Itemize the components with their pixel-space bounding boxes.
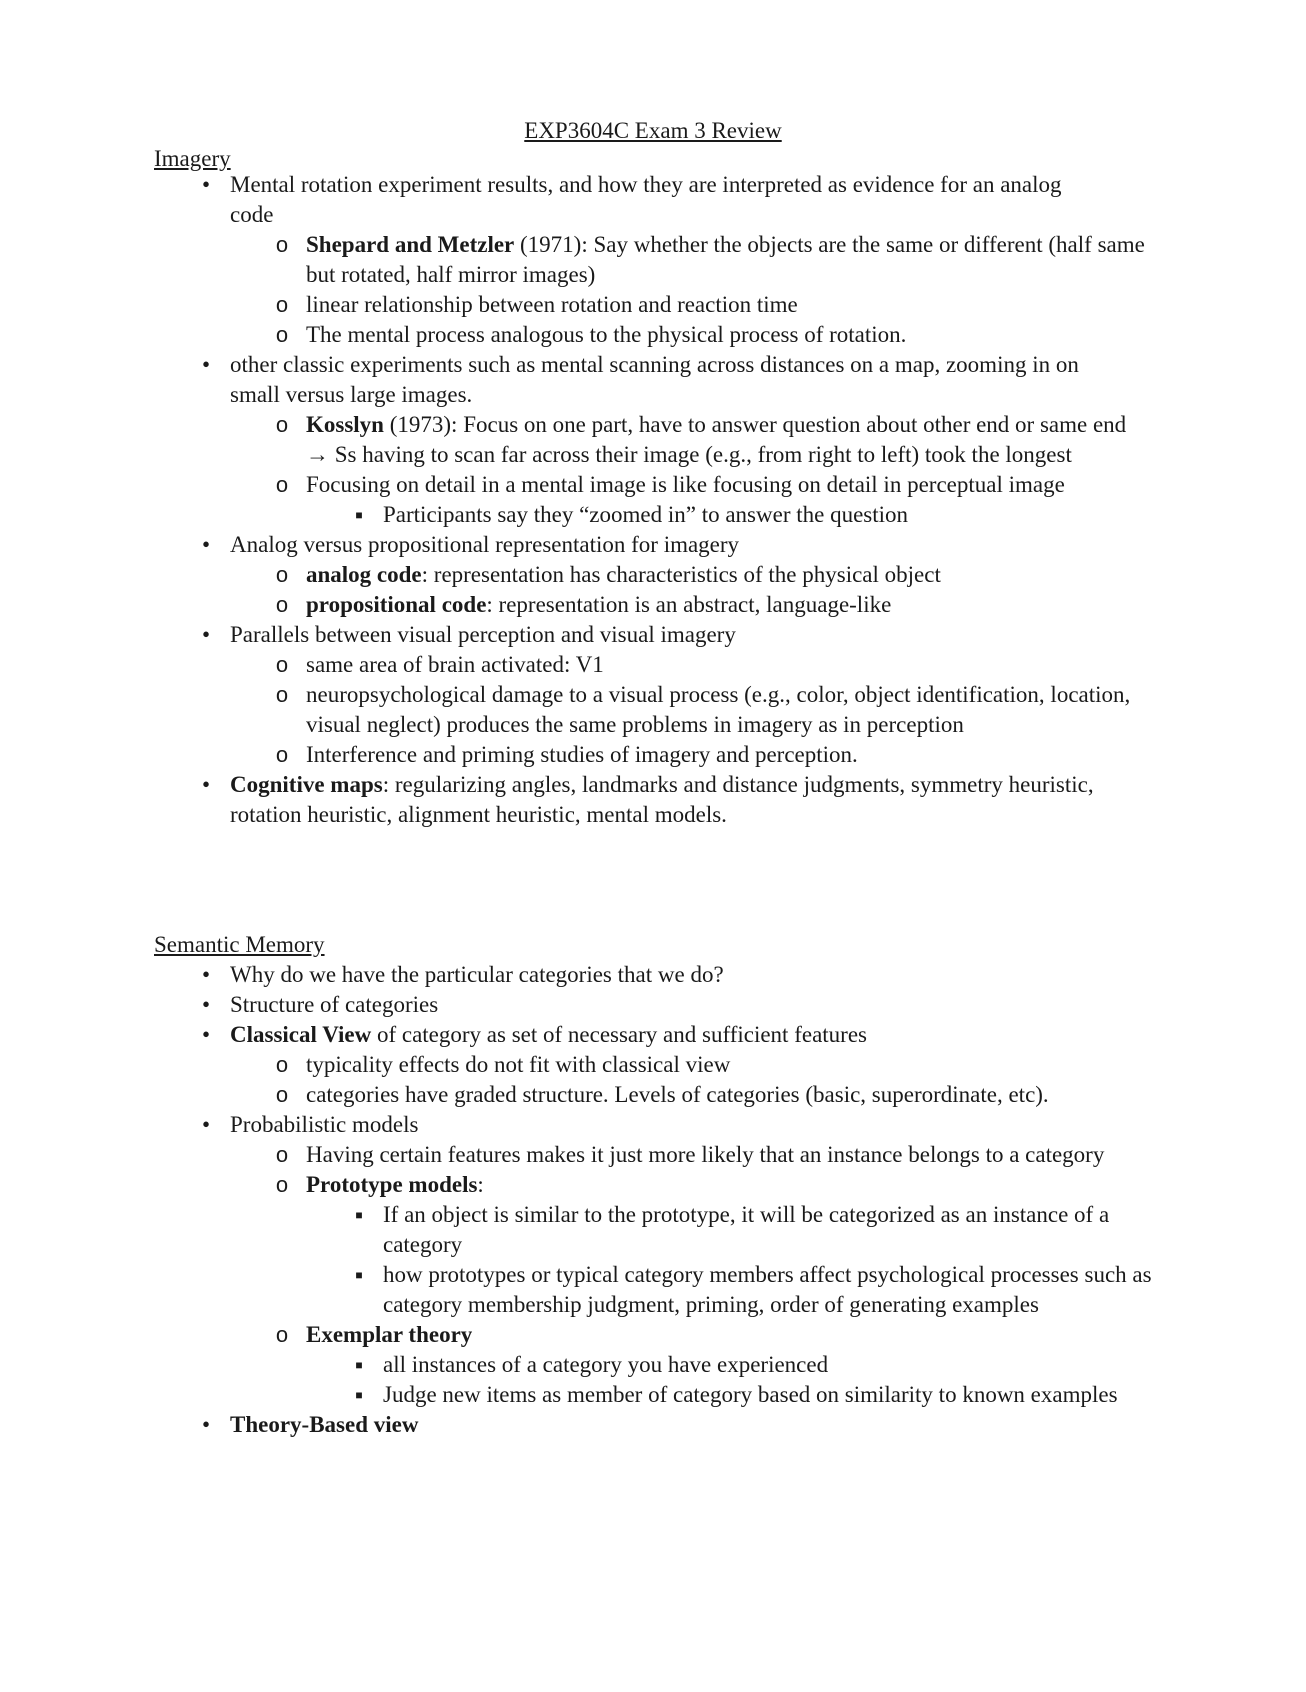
list-item: [201, 1410, 1150, 1440]
term-description: (1973): Focus on one part, have to answer question about other end or same end → Ss having to scan far across their image (e.g., from right to left) took the longest: [306, 412, 1127, 467]
bullet-circle: o: [275, 1052, 289, 1077]
list-item: [275, 470, 1150, 530]
bold-term: Shepard and Metzler: [306, 232, 515, 257]
list-item: [275, 740, 1150, 770]
bullet-square: ■: [355, 508, 363, 522]
bullet-circle: o: [275, 1142, 289, 1167]
sub-sub-list: [355, 1350, 1150, 1410]
term-description: (1971): Say whether the objects are the same or different (half same but rotated, half mirror images): [306, 232, 1145, 287]
bullet-dot: •: [201, 962, 211, 987]
list-item: [275, 1050, 1150, 1080]
bullet-dot: •: [201, 1022, 211, 1047]
list-item: [355, 1350, 1150, 1380]
list-item: [355, 1200, 1150, 1260]
page-title: EXP3604C Exam 3 Review: [524, 118, 782, 143]
list-item-text: typicality effects do not fit with classical view: [306, 1052, 731, 1077]
sub-list: [275, 560, 1150, 620]
list-item-text: other classic experiments such as mental scanning across distances on a map, zooming in on small versus large images.: [230, 352, 1079, 407]
sub-list: [275, 1050, 1150, 1110]
list-item: [201, 990, 1150, 1020]
list-item: [201, 1110, 1152, 1410]
bullet-dot: •: [201, 992, 211, 1017]
list-item-text: [306, 1320, 1151, 1350]
bullet-dot: •: [201, 622, 211, 647]
list-item-text: [306, 1170, 1151, 1200]
sub-sub-list: [355, 500, 1150, 530]
term-description: : regularizing angles, landmarks and distance judgments, symmetry heuristic, rotation heuristic, alignment heuristic, mental models.: [230, 772, 1094, 827]
bullet-circle: o: [275, 292, 289, 317]
list-item: [275, 410, 1150, 470]
bullet-circle: o: [275, 592, 289, 617]
bold-term: propositional code: [306, 592, 487, 617]
bullet-circle: o: [275, 742, 289, 767]
sub-sub-list: [355, 1200, 1152, 1320]
bullet-circle: o: [275, 322, 289, 347]
semantic-memory-list: [201, 960, 1152, 1440]
list-item-text: Structure of categories: [230, 992, 439, 1017]
list-item-text: categories have graded structure. Levels of categories (basic, superordinate, etc).: [306, 1082, 1049, 1107]
list-item: [275, 1080, 1150, 1110]
bullet-dot: •: [201, 532, 211, 557]
list-item-text: Mental rotation experiment results, and how they are interpreted as evidence for an analog code: [230, 172, 1062, 227]
list-item-text: Why do we have the particular categories that we do?: [230, 962, 724, 987]
bullet-circle: o: [275, 1082, 289, 1107]
sub-list: [275, 1140, 1152, 1410]
bold-term: Theory-Based view: [230, 1412, 419, 1437]
section-heading-imagery: Imagery: [154, 146, 231, 171]
list-item-text: [230, 1410, 1110, 1440]
list-item: [201, 170, 1150, 350]
list-item: [275, 560, 1150, 590]
list-item-text: [306, 230, 1151, 290]
list-item: [201, 960, 1150, 990]
list-item-text: Analog versus propositional representation for imagery: [230, 532, 740, 557]
bullet-circle: o: [275, 1172, 289, 1197]
sub-list: [275, 230, 1150, 350]
bullet-circle: o: [275, 472, 289, 497]
list-item-text: The mental process analogous to the physical process of rotation.: [306, 322, 907, 347]
list-item: [275, 1170, 1152, 1320]
list-item: [201, 530, 1150, 620]
list-item-text: neuropsychological damage to a visual process (e.g., color, object identification, location, visual neglect) produces the same problems in imagery as in perception: [306, 682, 1131, 737]
list-item-text: Interference and priming studies of imagery and perception.: [306, 742, 858, 767]
list-item: [275, 230, 1150, 290]
list-item-text: [230, 770, 1110, 830]
bullet-circle: o: [275, 682, 289, 707]
list-item: [275, 1140, 1150, 1170]
bullet-circle: o: [275, 562, 289, 587]
list-item-text: Judge new items as member of category based on similarity to known examples: [383, 1382, 1118, 1407]
list-item: [275, 680, 1150, 740]
list-item: [201, 620, 1150, 770]
list-item-text: same area of brain activated: V1: [306, 652, 604, 677]
term-description: of category as set of necessary and sufficient features: [371, 1022, 867, 1047]
list-item-text: [306, 560, 1151, 590]
bold-term: analog code: [306, 562, 422, 587]
bullet-circle: o: [275, 652, 289, 677]
list-item-text: Parallels between visual perception and visual imagery: [230, 622, 736, 647]
sub-list: [275, 410, 1150, 530]
bullet-circle: o: [275, 232, 289, 257]
bullet-square: ■: [355, 1208, 363, 1222]
list-item: [355, 1260, 1152, 1320]
term-description: :: [477, 1172, 484, 1197]
list-item: [201, 350, 1150, 530]
list-item: [275, 1320, 1150, 1410]
bullet-square: ■: [355, 1268, 363, 1282]
bullet-dot: •: [201, 172, 211, 197]
list-item-text: linear relationship between rotation and reaction time: [306, 292, 798, 317]
list-item: [201, 1020, 1150, 1110]
bold-term: Kosslyn: [306, 412, 384, 437]
bullet-dot: •: [201, 772, 211, 797]
list-item-text: If an object is similar to the prototype, it will be categorized as an instance of a category: [383, 1202, 1110, 1257]
list-item-text: Focusing on detail in a mental image is like focusing on detail in perceptual image: [306, 472, 1065, 497]
list-item: [355, 1380, 1150, 1410]
list-item-text: all instances of a category you have experienced: [383, 1352, 829, 1377]
list-item: [275, 650, 1150, 680]
section-heading-semantic-memory: Semantic Memory: [154, 932, 325, 957]
bold-term: Exemplar theory: [306, 1322, 473, 1347]
list-item: [355, 500, 1150, 530]
list-item: [275, 320, 1150, 350]
list-item-text: [306, 410, 1151, 470]
term-description: : representation has characteristics of the physical object: [421, 562, 941, 587]
bullet-square: ■: [355, 1358, 363, 1372]
list-item-text: how prototypes or typical category members affect psychological processes such as category membership judgment, priming, order of generating examples: [383, 1262, 1152, 1317]
bullet-circle: o: [275, 412, 289, 437]
bullet-square: ■: [355, 1388, 363, 1402]
list-item: [201, 770, 1150, 830]
bullet-dot: •: [201, 1112, 211, 1137]
bullet-dot: •: [201, 1412, 211, 1437]
list-item-text: Probabilistic models: [230, 1112, 419, 1137]
list-item-text: Having certain features makes it just more likely that an instance belongs to a category: [306, 1142, 1105, 1167]
bullet-circle: o: [275, 1322, 289, 1347]
sub-list: [275, 650, 1150, 770]
list-item-text: [306, 590, 1151, 620]
list-item-text: [230, 1020, 1110, 1050]
list-item: [275, 590, 1150, 620]
list-item-text: Participants say they “zoomed in” to answer the question: [383, 502, 909, 527]
bold-term: Classical View: [230, 1022, 372, 1047]
list-item: [275, 290, 1150, 320]
bold-term: Cognitive maps: [230, 772, 383, 797]
bullet-dot: •: [201, 352, 211, 377]
term-description: : representation is an abstract, language-like: [486, 592, 892, 617]
bold-term: Prototype models: [306, 1172, 478, 1197]
imagery-list: [201, 170, 1150, 830]
